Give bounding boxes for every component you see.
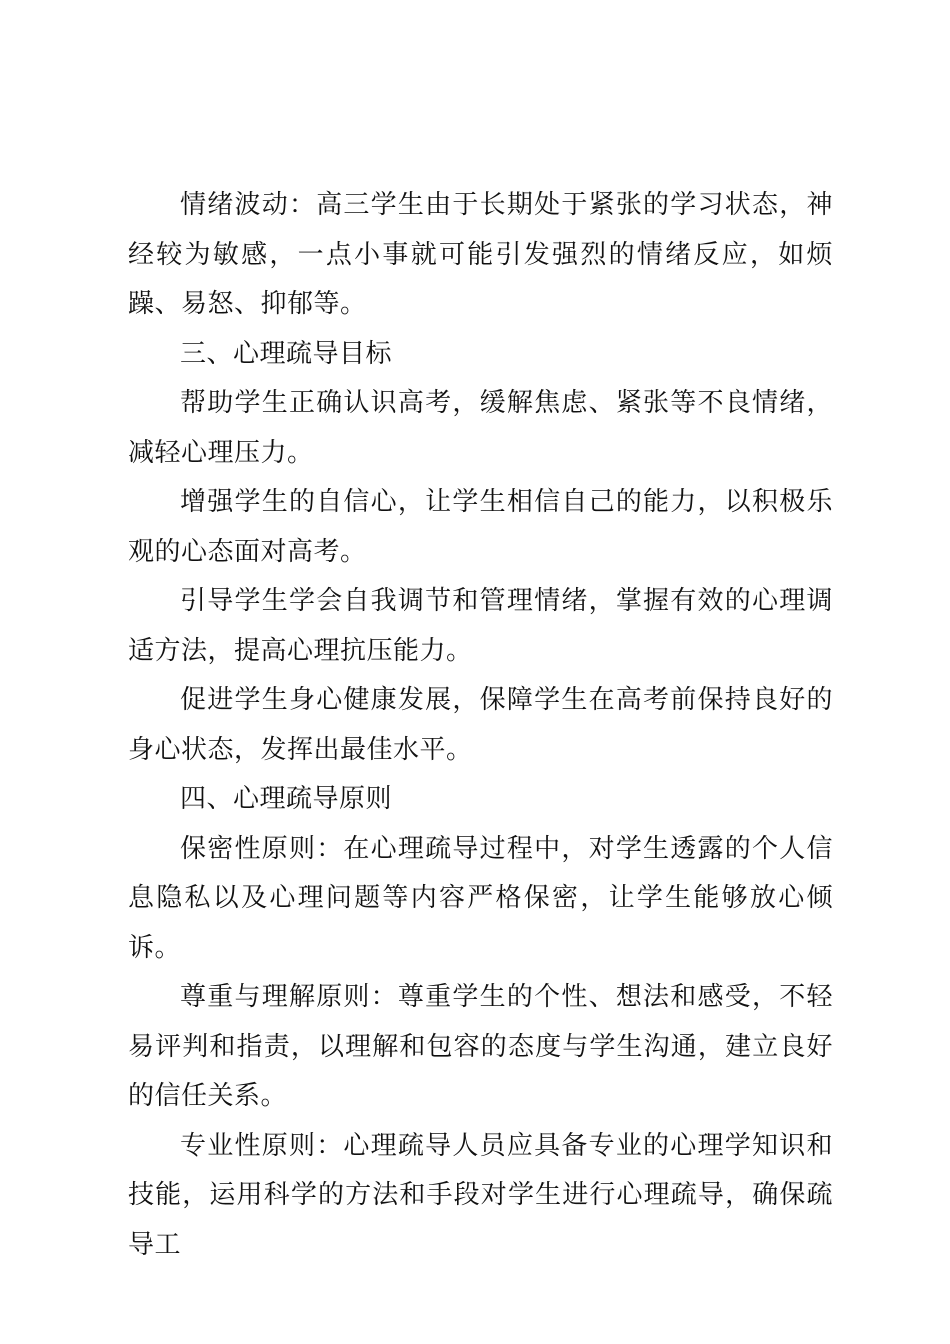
document-body [128,181,833,1270]
paragraph-principle-respect: 尊重与理解原则：尊重学生的个性、想法和感受，不轻易评判和指责，以理解和包容的态度与学生沟通，建立良好的信任关系。 [128,982,833,1111]
paragraph-goal-1: 帮助学生正确认识高考，缓解焦虑、紧张等不良情绪，减轻心理压力。 [128,388,833,468]
paragraph-goal-2: 增强学生的自信心，让学生相信自己的能力，以积极乐观的心态面对高考。 [128,487,833,567]
paragraph-principle-professionalism: 专业性原则：心理疏导人员应具备专业的心理学知识和技能，运用科学的方法和手段对学生进行心理疏导，确保疏导工 [128,1130,833,1260]
paragraph-goal-4: 促进学生身心健康发展，保障学生在高考前保持良好的身心状态，发挥出最佳水平。 [128,685,833,765]
paragraph-principle-confidentiality: 保密性原则：在心理疏导过程中，对学生透露的个人信息隐私以及心理问题等内容严格保密，让学生能够放心倾诉。 [128,833,833,963]
paragraph-goal-3: 引导学生学会自我调节和管理情绪，掌握有效的心理调适方法，提高心理抗压能力。 [128,586,833,666]
paragraph-emotional-fluctuation: 情绪波动：高三学生由于长期处于紧张的学习状态，神经较为敏感，一点小事就可能引发强烈的情绪反应，如烦躁、易怒、抑郁等。 [128,190,833,319]
section-heading-goals: 三、心理疏导目标 [180,338,393,369]
section-heading-principles: 四、心理疏导原则 [180,784,393,814]
